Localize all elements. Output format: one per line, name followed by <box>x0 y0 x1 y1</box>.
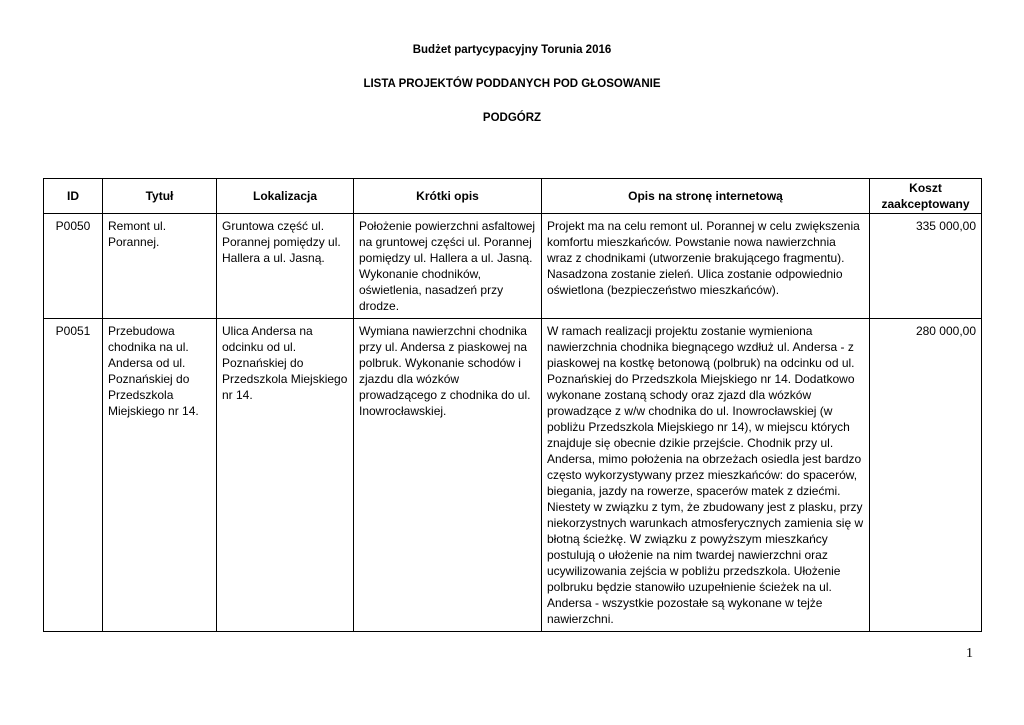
cell-title: Remont ul. Porannej. <box>103 214 217 319</box>
column-header-title: Tytuł <box>103 179 217 214</box>
cell-id: P0051 <box>44 319 103 632</box>
document-subtitle: LISTA PROJEKTÓW PODDANYCH POD GŁOSOWANIE <box>363 78 661 90</box>
cell-id: P0050 <box>44 214 103 319</box>
district-name: PODGÓRZ <box>482 112 542 124</box>
cell-web-description: Projekt ma na celu remont ul. Porannej w celu zwiększenia komfortu mieszkańców. Powstanie nowa nawierzchnia wraz z chodnikami (utworzenie brakującego fragmentu). Nasadzona zostanie zieleń. Ulica zostanie odpowiednio oświetlona (bezpieczeństwo mieszkańców). <box>542 214 870 319</box>
column-header-location: Lokalizacja <box>217 179 354 214</box>
column-header-web-description: Opis na stronę internetową <box>542 179 870 214</box>
column-header-cost: Koszt zaakceptowany <box>870 179 982 214</box>
table-row <box>44 214 982 319</box>
table-row <box>44 319 982 632</box>
cell-location: Ulica Andersa na odcinku od ul. Poznańskiej do Przedszkola Miejskiego nr 14. <box>217 319 354 632</box>
cell-title: Przebudowa chodnika na ul. Andersa od ul. Poznańskiej do Przedszkola Miejskiego nr 14. <box>103 319 217 632</box>
cell-short-description: Wymiana nawierzchni chodnika przy ul. Andersa z piaskowej na polbruk. Wykonanie schodów i zjazdu dla wózków prowadzącego z chodnika do ul. Inowrocławskiej. <box>354 319 542 632</box>
cell-short-description: Położenie powierzchni asfaltowej na gruntowej części ul. Porannej pomiędzy ul. Hallera a ul. Jasną. Wykonanie chodników, oświetlenia, nasadzeń przy drodze. <box>354 214 542 319</box>
cell-location: Gruntowa część ul. Porannej pomiędzy ul. Hallera a ul. Jasną. <box>217 214 354 319</box>
column-header-short-description: Krótki opis <box>354 179 542 214</box>
page-number: 1 <box>966 646 973 661</box>
table-header-row <box>44 179 982 214</box>
document-title: Budżet partycypacyjny Torunia 2016 <box>412 44 612 56</box>
cell-web-description: W ramach realizacji projektu zostanie wymieniona nawierzchnia chodnika biegnącego wzdłuż ul. Andersa - z piaskowej na kostkę betonową (polbruk) na odcinku od ul. Poznańskiej do Przedszkola Miejskiego nr 14. Dodatkowo wykonane zostaną schody oraz zjazd dla wózków prowadzące z w/w chodnika do ul. Inowrocławskiej (w pobliżu Przedszkola Miejskiego nr 14), w miejscu których znajduje się obecnie dzikie przejście. Chodnik przy ul. Andersa, mimo położenia na obrzeżach osiedla jest bardzo często wykorzystywany przez mieszkańców: do spacerów, biegania, jazdy na rowerze, spacerów matek z dziećmi. Niestety w związku z tym, że zbudowany jest z plasku, przy niekorzystnych warunkach atmosferycznych zamienia się w błotną ścieżkę. W związku z powyższym mieszkańcy postulują o ułożenie na nim twardej nawierzchni oraz ucywilizowania zejścia w pobliżu przedszkola. Ułożenie polbruku będzie stanowiło uzupełnienie ścieżek na ul. Andersa - wszystkie pozostałe są wykonane w tejże nawierzchni. <box>542 319 870 632</box>
cell-cost: 280 000,00 <box>870 319 982 632</box>
projects-table <box>43 178 982 632</box>
cell-cost: 335 000,00 <box>870 214 982 319</box>
column-header-id: ID <box>44 179 103 214</box>
